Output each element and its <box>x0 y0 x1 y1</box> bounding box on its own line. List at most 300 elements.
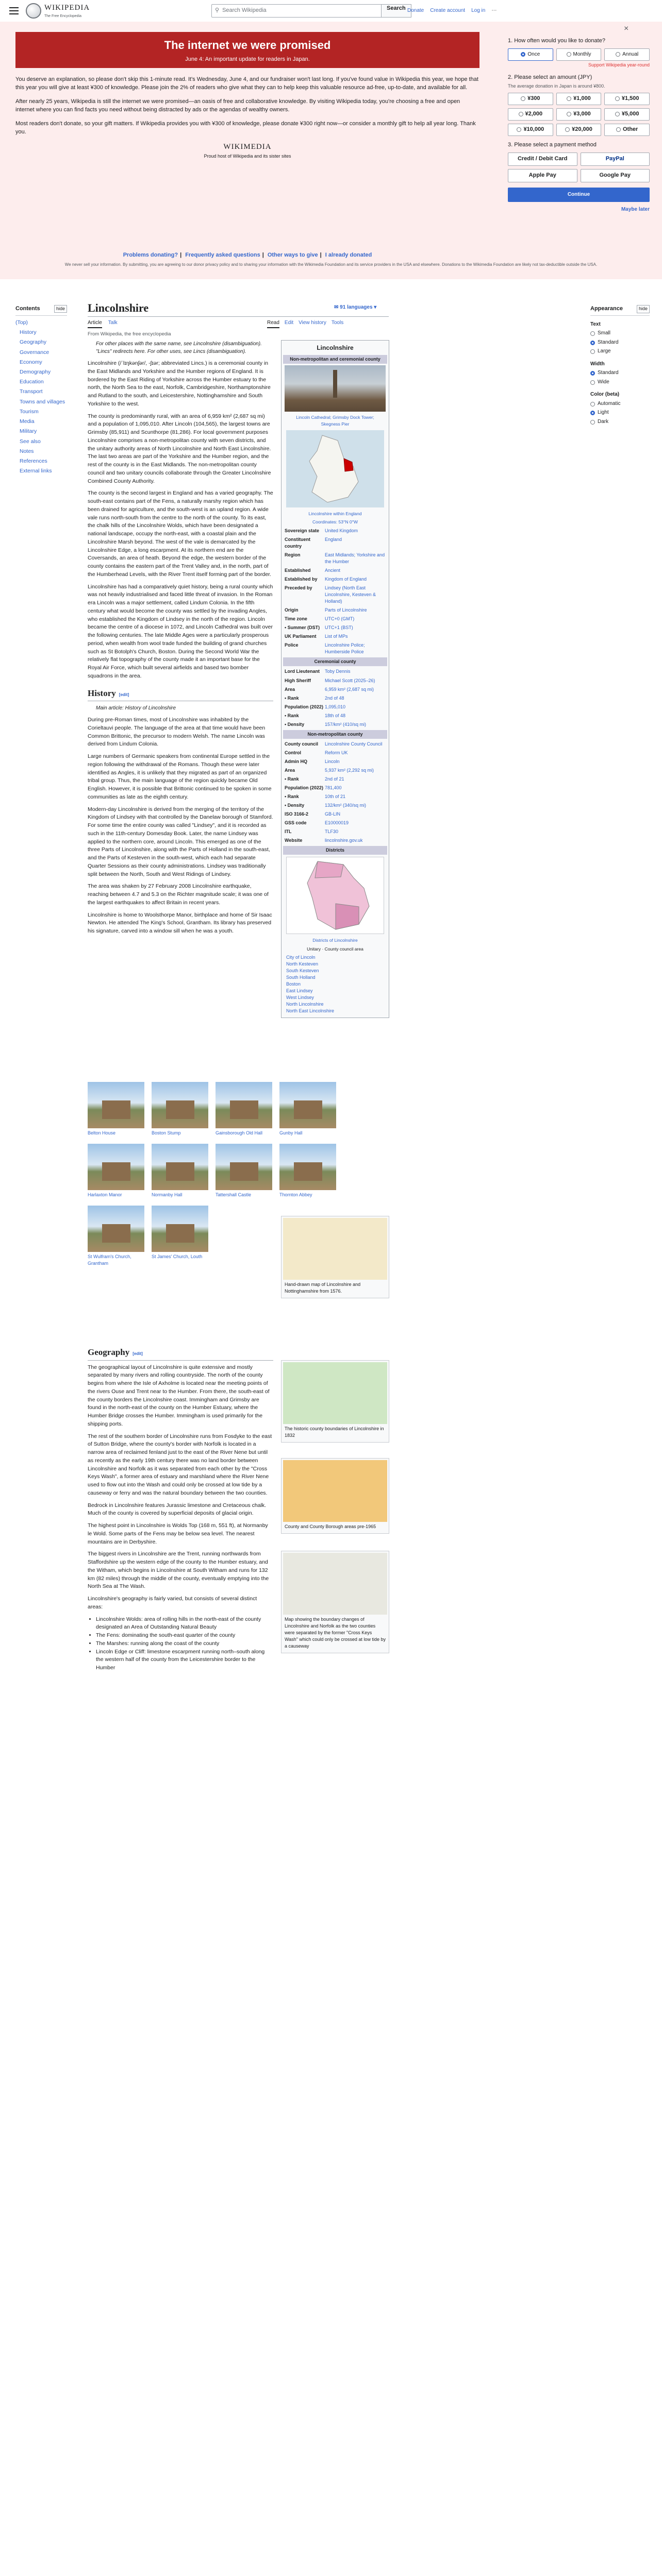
infobox-row <box>283 784 387 792</box>
history-paragraph: Modern-day Lincolnshire is derived from the merging of the territory of the Kingdom of Lindsey with that controlled by the Danelaw borough of Stamford. For some time the entire county was called "Lindsey", and it is recorded as such in the 11th-century Domesday Book. Later, the name Lindsey was applied to the northern core, around Lincoln. This emerged as one of the three Parts of Lincolnshire, along with the Parts of Holland in the south-east, and the Parts of Kesteven in the south-west, which each had separate Quarter Sessions as their county administrations. Lindsey was traditionally split between the North, South and West Ridings of Lindsey. <box>88 806 273 877</box>
infobox-title: Lincolnshire <box>317 344 354 351</box>
toc-item[interactable]: Governance <box>20 349 49 355</box>
text-size-label: Text <box>590 321 601 327</box>
geography-paragraph: Bedrock in Lincolnshire features Jurassic limestone and Cretaceous chalk. Much of the county is covered by superficial deposits of glacial origin. <box>88 1502 267 1517</box>
county-boundary-figure <box>281 1360 389 1443</box>
gallery-caption[interactable]: St James' Church, Louth <box>152 1254 203 1260</box>
intro-paragraph: The county is predominantly rural, with an area of 6,959 km² (2,687 sq mi) and a population of 1,095,010. After Lincoln (104,565), the largest towns are Grimsby (85,911) and Scunthorpe (81,286). For local government purposes Lincolnshire comprises a non-metropolitan county with seven districts, and the unitary authority areas of North Lincolnshire and North East Lincolnshire. The last two areas are part of the Yorkshire and the Humber region, and the rest of the county is in the East Midlands. The non-metropolitan county council and two unitary councils collaborate through the Greater Lincolnshire Combined County Authority. <box>88 413 271 484</box>
infobox-key: Origin <box>285 607 299 613</box>
geography-section <box>88 1340 273 1672</box>
main-article-note: Main article: History of Lincolnshire <box>96 705 176 711</box>
gallery-image[interactable] <box>88 1144 144 1190</box>
infobox-value[interactable]: TLF30 <box>325 829 339 835</box>
radio-icon <box>615 112 620 116</box>
infobox-row <box>283 606 387 615</box>
toc-item[interactable]: External links <box>20 468 52 474</box>
intro-paragraph: The county is the second largest in England and has a varied geography. The south-east contains part of the Fens, a naturally marshy region which has been drained for agriculture, and the south-west is an upland region. A wide vale runs north-south from the centre to the north of the county. To its east, the chalk hills of the Lincolnshire Wolds, which have been designated a national landscape, occupy the north-east, with a coastal plain and the Lincolnshire Marsh beyond. The west of the vale is demarcated by the Lincolnshire Edge, a long escarpment. At its northern end are the Coversands, an area of heath. Beyond the edge, the western border of the county contains the eastern part of the Trent Valley and, in the north, part of the Humberhead Levels, with the River Trent itself forming part of the border. <box>88 490 273 578</box>
card-payment-button[interactable]: Credit / Debit Card <box>508 152 577 166</box>
infobox-subtitle: Non-metropolitan and ceremonial county <box>283 355 387 364</box>
wikimedia-subtitle: Proud host of Wikipedia and its sister sites <box>204 153 291 159</box>
toc-item[interactable]: Education <box>20 379 44 385</box>
text-small-option[interactable] <box>590 330 650 337</box>
infobox-key: GSS code <box>285 820 307 826</box>
infobox-value[interactable]: GB-LIN <box>325 811 341 817</box>
toc-hide-button[interactable]: hide <box>54 305 67 313</box>
frequency-label: Annual <box>622 51 639 57</box>
option-label: Standard <box>598 370 619 376</box>
districts-map-svg <box>287 857 388 934</box>
infobox-value[interactable]: List of MPs <box>325 634 348 639</box>
gallery-image[interactable] <box>279 1082 336 1128</box>
history-paragraph: Large numbers of Germanic speakers from continental Europe settled in the region following the withdrawal of the Romans. Though these were later identified as Angles, it is unlikely that they migrated as part of an organized tribal group. Thus, the main language of the region quickly became Old English. However, it is possible that Brittonic continued to be spoken in some communities as late as the eighth century. <box>88 753 272 800</box>
infobox-value[interactable]: United Kingdom <box>325 528 358 533</box>
toc-item[interactable]: Media <box>20 418 35 425</box>
nonmet-heading: Non-metropolitan county <box>283 730 387 739</box>
tab-view-history[interactable]: View history <box>299 320 326 326</box>
width-standard-option[interactable] <box>590 369 650 377</box>
gallery-item[interactable] <box>88 1144 144 1198</box>
radio-icon <box>590 380 595 385</box>
district-item[interactable]: South Kesteven <box>286 968 319 974</box>
search-icon: ⚲ <box>215 7 220 14</box>
tab-tools[interactable]: Tools <box>331 320 344 326</box>
maybe-later-link[interactable]: Maybe later <box>621 206 650 212</box>
infobox-key: High Sheriff <box>285 677 311 683</box>
personal-tools <box>407 7 496 15</box>
geography-paragraph: The rest of the southern border of Lincolnshire runs from Fosdyke to the east of Sutton Bridge, where the county's border with Norfolk is located in a narrow area of reclaimed fenland just to the east of the River Nene but until as recently as the early 19th century there was no land border between Lincolnshire and Norfolk as it was separated from each other by the "Cross Keys Wash", a former area of estuary and marshland where the River Nene used to flow out into the Wash and could only be crossed at low tide by a causeway or ferry and was the natural boundary between the two counties. <box>88 1433 272 1496</box>
gallery-caption[interactable]: Thornton Abbey <box>279 1192 312 1198</box>
district-item[interactable]: City of Lincoln <box>286 955 316 960</box>
infobox-value[interactable]: UTC+0 (GMT) <box>325 616 355 622</box>
infobox-row <box>283 810 387 819</box>
infobox-key: Website <box>285 838 303 843</box>
district-item[interactable]: North Lincolnshire <box>286 1002 324 1007</box>
tab-article[interactable]: Article <box>88 319 102 328</box>
radio-icon <box>616 52 620 57</box>
gallery-caption[interactable]: Boston Stump <box>152 1130 181 1136</box>
infobox-key: • Density <box>285 721 305 727</box>
option-label: Small <box>598 330 611 336</box>
infobox-key: • Rank <box>285 695 299 701</box>
view-tabs <box>267 319 343 328</box>
site-header <box>0 0 662 22</box>
radio-icon <box>590 420 595 425</box>
globe-icon <box>26 3 41 19</box>
radio-icon <box>567 52 571 57</box>
article-body <box>88 340 273 940</box>
geography-heading <box>88 1346 273 1361</box>
district-item[interactable]: South Holland <box>286 975 316 980</box>
infobox <box>281 340 389 1018</box>
radio-icon <box>590 411 595 415</box>
infobox-key: Established by <box>285 576 318 582</box>
main-menu-icon[interactable] <box>9 7 19 14</box>
infobox-row <box>283 676 387 685</box>
infobox-key: Time zone <box>285 616 307 622</box>
gallery-item[interactable] <box>152 1082 208 1137</box>
already-donated-link[interactable]: I already donated <box>325 252 372 258</box>
district-item[interactable]: North Kesteven <box>286 961 319 967</box>
infobox-value[interactable]: Ancient <box>325 567 341 573</box>
radio-icon <box>567 96 571 101</box>
other-ways-link[interactable]: Other ways to give <box>267 252 318 258</box>
infobox-row <box>283 740 387 749</box>
amount-label: ¥3,000 <box>573 111 591 117</box>
infobox-row <box>283 775 387 784</box>
amount-option[interactable] <box>604 93 650 105</box>
infobox-value[interactable]: Lincoln <box>325 758 340 764</box>
infobox-value[interactable]: Reform UK <box>325 750 348 755</box>
width-wide-option[interactable] <box>590 379 650 386</box>
radio-icon <box>590 341 595 345</box>
infobox-key: Preceded by <box>285 585 312 591</box>
infobox-value[interactable]: 781,400 <box>325 785 342 791</box>
toc-item[interactable]: See also <box>20 438 41 445</box>
infobox-row <box>283 575 387 584</box>
geography-paragraph: The highest point in Lincolnshire is Wolds Top (168 m, 551 ft), at Normanby le Wold. Some parts of the Fens may be below sea level. The nearest mountains are in Derbyshire. <box>88 1522 268 1545</box>
banner-paragraph: After nearly 25 years, Wikipedia is still the internet we were promised—an oasis of free and collaborative knowledge. By visiting Wikipedia today, you're choosing a free and open internet where you can find facts you need without being distracted by ads or the agendas of wealthy owners. <box>15 98 460 113</box>
toc-item[interactable]: Geography <box>20 339 46 346</box>
continue-button[interactable]: Continue <box>508 188 650 202</box>
infobox-value[interactable]: 157/km² (410/sq mi) <box>325 721 367 727</box>
wikipedia-logo[interactable] <box>26 3 90 19</box>
infobox-key: Control <box>285 750 301 755</box>
frequency-once[interactable] <box>508 48 553 61</box>
figure-caption: Hand-drawn map of Lincolnshire and Nottinghamshire from 1576. <box>285 1282 361 1294</box>
donation-banner <box>0 22 662 279</box>
districts-caption: Districts of Lincolnshire <box>312 938 358 943</box>
wikimedia-logo <box>15 142 479 160</box>
apple-pay-button[interactable]: Apple Pay <box>508 169 577 182</box>
gallery-item[interactable] <box>152 1144 208 1198</box>
figure-caption: Map showing the boundary changes of Lincolnshire and Norfolk as the two counties were separated by the former "Cross Keys Wash" which could only be crossed at low tide by a causeway <box>285 1617 386 1649</box>
banner-links: Problems donating? | Frequently asked questions | Other ways to give | I already donated <box>123 252 372 258</box>
amount-label: ¥300 <box>527 95 540 101</box>
toc-item[interactable]: Demography <box>20 369 51 376</box>
amount-option[interactable] <box>556 108 602 121</box>
infobox-row <box>283 801 387 810</box>
gallery-image[interactable] <box>279 1144 336 1190</box>
geography-paragraph: The geographical layout of Lincolnshire is quite extensive and mostly separated by many rivers and rolling countryside. The north of the county begins from where the Isle of Axholme is located near the meeting points of the rivers Ouse and Trent near to the Humber. From there, the south-east of the county borders the Lincolnshire coast. Immingham and Grimsby are found in the north-east of the county on the Humber Estuary, where the Humber Bridge crosses the Humber. Immingham is used primarily for the shipping ports. <box>88 1364 270 1427</box>
hatnote: For other places with the same name, see Lincolnshire (disambiguation). "Lincs" redirects here. For other uses, see Lincs (disambiguation). <box>96 341 262 354</box>
infobox-value[interactable]: 6,959 km² (2,687 sq mi) <box>325 686 374 692</box>
option-label: Standard <box>598 339 619 345</box>
infobox-value[interactable]: Parts of Lincolnshire <box>325 607 367 613</box>
gallery-image[interactable] <box>216 1082 272 1128</box>
frequency-note: Support Wikipedia year-round <box>588 62 650 67</box>
districts-map[interactable] <box>286 857 384 934</box>
amount-option[interactable] <box>556 124 602 136</box>
district-item[interactable]: East Lindsey <box>286 988 313 994</box>
infobox-row <box>283 711 387 720</box>
problems-donating-link[interactable]: Problems donating? <box>123 252 178 258</box>
infobox-row <box>283 584 387 606</box>
option-label: Automatic <box>598 400 621 406</box>
toc-item[interactable]: Military <box>20 428 37 435</box>
wikimedia-wordmark: WIKIMEDIA <box>223 142 272 151</box>
gallery-caption[interactable]: St Wulfram's Church, Grantham <box>88 1254 131 1266</box>
option-label: Large <box>598 348 611 354</box>
infobox-key: Police <box>285 642 299 648</box>
gallery-image[interactable] <box>216 1144 272 1190</box>
frequency-monthly[interactable] <box>556 48 602 61</box>
infobox-row <box>283 827 387 836</box>
site-subtitle: From Wikipedia, the free encyclopedia <box>88 331 171 337</box>
infobox-key: • Rank <box>285 776 299 782</box>
gallery-image[interactable] <box>152 1082 208 1128</box>
option-label: Light <box>598 410 609 416</box>
toc-item[interactable]: References <box>20 458 47 464</box>
donate-link[interactable]: Donate <box>407 8 424 13</box>
gallery-caption[interactable]: Normanby Hall <box>152 1192 183 1198</box>
district-item[interactable]: West Lindsey <box>286 995 314 1001</box>
amount-label: ¥2,000 <box>525 111 543 117</box>
table-of-contents <box>15 305 67 476</box>
infobox-row <box>283 703 387 711</box>
infobox-value[interactable]: lincolnshire.gov.uk <box>325 838 363 843</box>
gallery-item[interactable] <box>216 1144 272 1198</box>
amount-label: ¥1,000 <box>573 95 591 101</box>
login-link[interactable]: Log in <box>471 8 486 13</box>
search-form <box>211 4 411 18</box>
infobox-key: County council <box>285 741 318 747</box>
infobox-key: Population (2022) <box>285 785 324 791</box>
title-divider <box>88 316 389 317</box>
gallery-image[interactable] <box>88 1206 144 1252</box>
infobox-value[interactable]: 5,937 km² (2,292 sq mi) <box>325 768 374 773</box>
edit-section-link[interactable]: [edit] <box>119 692 129 697</box>
appearance-panel <box>590 305 650 427</box>
infobox-value[interactable]: Toby Dennis <box>325 669 351 674</box>
infobox-value[interactable]: 1,095,010 <box>325 704 346 709</box>
location-map[interactable] <box>286 430 384 507</box>
infobox-row <box>283 792 387 801</box>
county-areas-figure <box>281 1458 389 1534</box>
donate-form <box>508 32 650 213</box>
frequency-annual[interactable] <box>604 48 650 61</box>
amount-note: The average donation in Japan is around ¥800. <box>508 83 605 89</box>
infobox-key: ITL <box>285 829 292 835</box>
edit-section-link[interactable]: [edit] <box>133 1351 143 1356</box>
edit-label: edit <box>134 1351 142 1356</box>
amount-label: ¥5,000 <box>621 111 639 117</box>
infobox-key: Sovereign state <box>285 528 320 533</box>
frequency-label: Monthly <box>573 51 591 57</box>
toc-item[interactable]: Notes <box>20 448 34 454</box>
infobox-key: Admin HQ <box>285 758 307 764</box>
amount-option[interactable] <box>508 124 553 136</box>
namespace-tabs <box>88 319 118 328</box>
toc-item[interactable]: Towns and villages <box>20 398 65 405</box>
radio-icon <box>567 112 571 116</box>
close-icon[interactable]: × <box>624 24 629 33</box>
infobox-value[interactable]: Michael Scott (2025–26) <box>325 677 375 683</box>
infobox-key: Region <box>285 552 301 557</box>
page-title: Lincolnshire <box>88 301 149 314</box>
gallery-item[interactable] <box>216 1082 272 1137</box>
edit-label: edit <box>120 692 128 697</box>
list-item: • The Fens: dominating the south-east quarter of the county <box>96 1632 273 1640</box>
geography-paragraph: Lincolnshire's geography is fairly varied, but consists of several distinct areas: <box>88 1596 257 1610</box>
infobox-key: ISO 3166-2 <box>285 811 309 817</box>
amount-option[interactable] <box>556 93 602 105</box>
radio-icon <box>517 127 521 132</box>
gallery-caption[interactable]: Gainsborough Old Hall <box>216 1130 263 1136</box>
gallery-item[interactable] <box>279 1082 336 1137</box>
tab-read[interactable]: Read <box>267 319 279 328</box>
radio-icon <box>519 112 523 116</box>
google-pay-button[interactable]: Google Pay <box>581 169 650 182</box>
search-placeholder: Search Wikipedia <box>222 7 267 14</box>
infobox-key: Population (2022) <box>285 704 324 709</box>
legend-unitary: Unitary <box>307 946 321 952</box>
cross-keys-map-image[interactable] <box>283 1553 387 1615</box>
appearance-hide-button[interactable]: hide <box>637 305 650 313</box>
infobox-value[interactable]: Kingdom of England <box>325 576 367 582</box>
figure-caption: The historic county boundaries of Lincolnshire in 1832 <box>285 1426 384 1438</box>
boundary-map-image[interactable] <box>283 1362 387 1424</box>
amount-label: ¥10,000 <box>523 126 544 132</box>
infobox-value[interactable]: 10th of 21 <box>325 794 346 800</box>
toc-item[interactable]: (Top) <box>15 319 28 326</box>
tab-edit[interactable]: Edit <box>284 320 294 326</box>
infobox-row <box>283 623 387 632</box>
text-large-option[interactable] <box>590 348 650 355</box>
language-count: 91 languages <box>340 304 373 310</box>
district-item[interactable]: North East Lincolnshire <box>286 1008 335 1014</box>
infobox-row <box>283 694 387 703</box>
county-areas-image[interactable] <box>283 1460 387 1522</box>
geography-paragraph: The biggest rivers in Lincolnshire are the Trent, running northwards from Staffordshire up the western edge of the county to the Humber estuary, and the Witham, which begins in Lincolnshire at South Witham and runs for 132 km (82 miles) through the middle of the county, eventually emptying into the North Sea at The Wash. <box>88 1551 269 1590</box>
color-label: Color (beta) <box>590 392 620 398</box>
infobox-row <box>283 641 387 656</box>
infobox-row <box>283 615 387 623</box>
districts-heading: Districts <box>283 846 387 855</box>
gallery-caption[interactable]: Gunby Hall <box>279 1130 303 1136</box>
amount-option[interactable] <box>604 108 650 121</box>
amount-option[interactable] <box>508 93 553 105</box>
toc-item[interactable]: History <box>20 329 37 336</box>
infobox-value[interactable]: E10000019 <box>325 820 349 826</box>
banner-fine-print: We never sell your information. By submitting, you are agreeing to our donor privacy policy and to sharing your information with the Wikimedia Foundation and its service providers in the USA and elsewhere. Donations to the Wikimedia Foundation are likely not tax-deductible outside the USA. <box>64 262 598 267</box>
infobox-value[interactable]: Lindsey (North East Lincolnshire, Kesteven & Holland) <box>325 585 376 604</box>
gallery-image[interactable] <box>152 1206 208 1252</box>
infobox-value[interactable]: 18th of 48 <box>325 713 346 718</box>
infobox-value[interactable]: Lincolnshire Police; Humberside Police <box>325 642 365 655</box>
amount-option[interactable] <box>508 108 553 121</box>
option-label: Dark <box>598 418 609 425</box>
montage-image[interactable] <box>285 365 386 412</box>
more-options-icon[interactable]: ⋯ <box>491 8 497 13</box>
infobox-value[interactable]: UTC+1 (BST) <box>325 625 353 631</box>
infobox-key: Constituent country <box>285 536 310 549</box>
infobox-key: Lord Lieutenant <box>285 669 320 674</box>
toc-item[interactable]: Tourism <box>20 408 39 415</box>
frequency-label: Once <box>527 51 540 57</box>
infobox-value[interactable]: England <box>325 536 342 542</box>
radio-icon <box>590 371 595 376</box>
infobox-row <box>283 527 387 535</box>
infobox-value[interactable]: 132/km² (340/sq mi) <box>325 803 367 808</box>
width-label: Width <box>590 361 605 367</box>
radio-icon <box>521 52 525 57</box>
infobox-row <box>283 749 387 757</box>
gallery-image[interactable] <box>88 1082 144 1128</box>
history-paragraph: The area was shaken by 27 February 2008 Lincolnshire earthquake, reaching between 4.7 and 5.3 on the Richter magnitude scale; it was one of the largest earthquakes to affect Britain in recent years. <box>88 883 269 906</box>
gallery-caption[interactable]: Belton House <box>88 1130 116 1136</box>
banner-paragraph: Most readers don't donate, so your gift matters. If Wikipedia provides you with ¥300 of knowledge, please donate ¥300 right now—or consider a monthly gift to help all year long. Thank you. <box>15 120 476 135</box>
toc-item[interactable]: Transport <box>20 388 43 395</box>
gallery-item[interactable] <box>88 1206 144 1267</box>
history-heading <box>88 687 273 702</box>
district-item[interactable]: Boston <box>286 981 301 987</box>
text-standard-option[interactable] <box>590 339 650 347</box>
paypal-payment-button[interactable]: PayPal <box>581 152 650 166</box>
intro-paragraph: Lincolnshire has had a comparatively quiet history, being a rural county which was not heavily industrialised and faced little threat of invasion. In the Roman era Lincoln was a major settlement, called Lindum Colonia. In the fifth century what would become the county was settled by the invading Angles, who established the Kingdom of Lindsey in the north of the region. Lincoln became the centre of a diocese in 1072, and Lincoln Cathedral was built over the following centuries. The late Middle Ages were a particularly prosperous period, when wealth from wool trade funded the building of grand churches such as St Botolph's Church, Boston. During the Second World War the relatively flat topography of the county made it an important base for the Royal Air Force, which built several airfields and based two bomber squadrons in the area. <box>88 583 273 679</box>
gallery-image[interactable] <box>152 1144 208 1190</box>
toc-title: Contents <box>15 306 40 312</box>
toc-item[interactable]: Economy <box>20 359 42 365</box>
infobox-row <box>283 535 387 551</box>
infobox-value[interactable]: 2nd of 21 <box>325 776 344 782</box>
gallery-item[interactable] <box>88 1082 144 1137</box>
radio-icon <box>521 96 525 101</box>
search-input[interactable] <box>211 4 382 18</box>
color-light-option[interactable] <box>590 409 650 417</box>
legend-county: County council area <box>324 946 363 952</box>
gallery-caption[interactable]: Tattershall Castle <box>216 1192 252 1198</box>
faq-link[interactable]: Frequently asked questions <box>185 252 260 258</box>
infobox-value[interactable]: 2nd of 48 <box>325 695 344 701</box>
gallery-item[interactable] <box>152 1206 208 1267</box>
tagline: The Free Encyclopedia <box>44 14 81 18</box>
infobox-row <box>283 551 387 566</box>
infobox-row <box>283 566 387 575</box>
search-button[interactable]: Search <box>382 4 411 18</box>
england-map-svg <box>286 430 382 507</box>
gallery-item[interactable] <box>279 1144 336 1198</box>
infobox-value[interactable]: Lincolnshire County Council <box>325 741 383 747</box>
infobox-key: • Summer (DST) <box>285 625 320 631</box>
banner-title: The internet we were promised <box>15 32 479 56</box>
infobox-row <box>283 720 387 729</box>
intro-paragraph: Lincolnshire (/ˈlɪŋkənʃər/, -ʃɪər; abbreviated Lincs.) is a ceremonial county in the East Midlands and Yorkshire and the Humber regions of England. It is bordered by the East Riding of Yorkshire across the Humber estuary to the north, the North Sea to the east, Norfolk, Cambridgeshire, Northamptonshire and Rutland to the south, and Leicestershire, Nottinghamshire and South Yorkshire to the west. <box>88 360 271 407</box>
payment-question: 3. Please select a payment method <box>508 141 597 148</box>
amount-option[interactable] <box>604 124 650 136</box>
language-button[interactable]: ✉ 91 languages ▾ <box>334 304 377 310</box>
heading-text: History <box>88 688 116 698</box>
color-automatic-option[interactable] <box>590 400 650 408</box>
coordinates[interactable]: Coordinates: 53°N 0°W <box>312 519 358 525</box>
infobox-row <box>283 685 387 694</box>
color-dark-option[interactable] <box>590 418 650 426</box>
districts-legend: Unitary · County council area <box>307 946 363 952</box>
create-account-link[interactable]: Create account <box>430 8 466 13</box>
infobox-row <box>283 836 387 845</box>
infobox-row <box>283 757 387 766</box>
infobox-key: Area <box>285 768 295 773</box>
frequency-question: 1. How often would you like to donate? <box>508 38 605 44</box>
infobox-value[interactable]: East Midlands; Yorkshire and the Humber <box>325 552 385 564</box>
tab-talk[interactable]: Talk <box>108 320 118 326</box>
historic-map-image[interactable] <box>283 1218 387 1280</box>
infobox-key: Area <box>285 686 295 692</box>
list-item: • The Marshes: running along the coast of the county <box>96 1640 273 1648</box>
gallery-caption[interactable]: Harlaxton Manor <box>88 1192 122 1198</box>
historic-map-figure <box>281 1216 389 1298</box>
infobox-key: Established <box>285 567 311 573</box>
banner-subtitle: June 4: An important update for readers in Japan. <box>15 56 479 68</box>
